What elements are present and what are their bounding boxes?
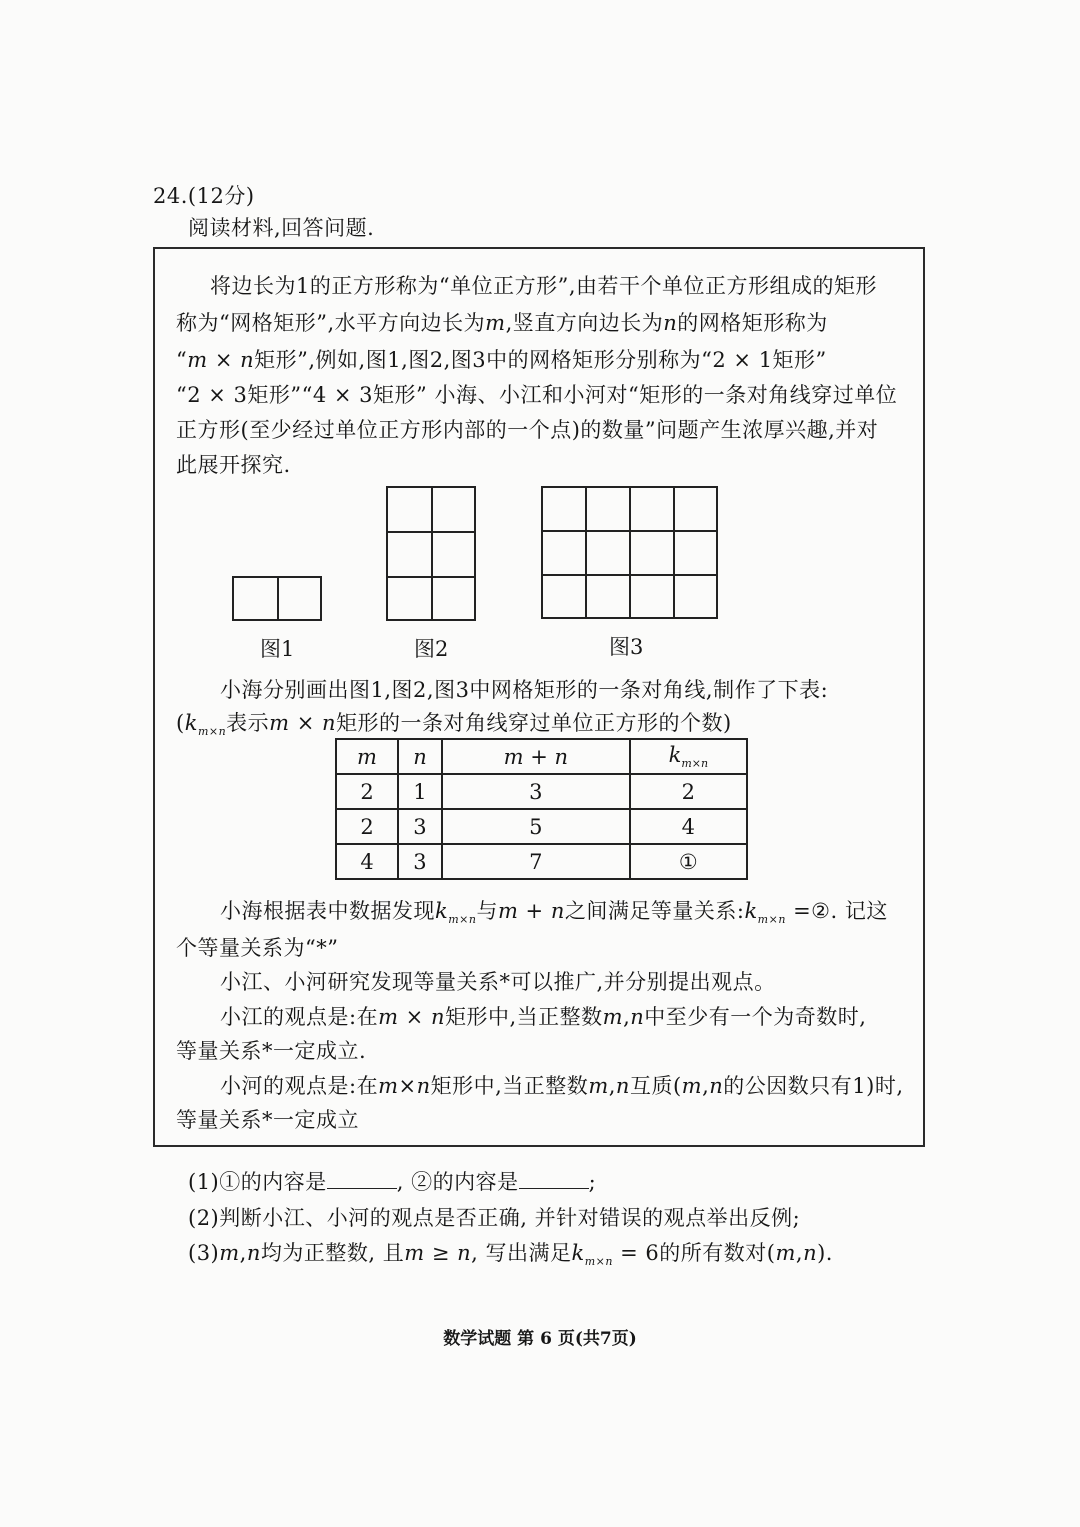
material-line-6: 此展开探究. — [176, 453, 291, 477]
table-cell: 2 — [336, 809, 398, 844]
page-footer: 数学试题 第 6 页(共7页) — [443, 1329, 637, 1349]
table-row — [336, 809, 747, 844]
jiang-view-line-1: 小江的观点是:在m × n矩形中,当正整数m,n中至少有一个为奇数时, — [220, 1005, 867, 1029]
table-header-m-plus-n: m + n — [442, 739, 630, 774]
answer-blank-1[interactable] — [327, 1170, 397, 1189]
he-view-line-2: 等量关系*一定成立 — [176, 1108, 359, 1132]
table-cell: 3 — [398, 809, 442, 844]
question-instruction: 阅读材料,回答问题. — [188, 216, 375, 240]
material-line-2: 称为“网格矩形”,水平方向边长为m,竖直方向边长为n的网格矩形称为 — [176, 311, 828, 335]
question-number: 24. — [153, 184, 188, 208]
table-intro-line-1: 小海分别画出图1,图2,图3中网格矩形的一条对角线,制作了下表: — [220, 678, 829, 702]
table-row — [336, 774, 747, 809]
figure-2-caption: 图2 — [414, 637, 449, 661]
table-cell: 4 — [336, 844, 398, 879]
table-header-n: n — [398, 739, 442, 774]
material-line-1: 将边长为1的正方形称为“单位正方形”,由若干个单位正方形组成的矩形 — [210, 274, 878, 298]
table-cell: 2 — [630, 774, 747, 809]
he-view-line-1: 小河的观点是:在m×n矩形中,当正整数m,n互质(m,n的公因数只有1)时, — [220, 1074, 904, 1098]
figure-3-caption: 图3 — [609, 635, 644, 659]
table-cell: 5 — [442, 809, 630, 844]
table-cell: ① — [630, 844, 747, 879]
question-header — [153, 180, 255, 210]
table-header-k: $k_{m\times n}$ — [630, 739, 747, 774]
table-cell: 3 — [398, 844, 442, 879]
figure-2-grid — [386, 486, 476, 621]
table-header-row — [336, 739, 747, 774]
finding-line-2: 个等量关系为“*” — [176, 936, 339, 960]
material-line-3: “m × n矩形”,例如,图1,图2,图3中的网格矩形分别称为“2 × 1矩形” — [176, 348, 827, 372]
material-line-5: 正方形(至少经过单位正方形内部的一个点)的数量”问题产生浓厚兴趣,并对 — [176, 418, 879, 442]
table-cell: 3 — [442, 774, 630, 809]
data-table — [335, 738, 748, 880]
table-cell: 2 — [336, 774, 398, 809]
figure-1-grid — [232, 576, 322, 621]
answer-blank-2[interactable] — [519, 1170, 589, 1189]
table-header-m: m — [336, 739, 398, 774]
promote-line: 小江、小河研究发现等量关系*可以推广,并分别提出观点。 — [220, 970, 776, 994]
finding-line-1: 小海根据表中数据发现$k_{m\times n}$与m + n之间满足等量关系$:k_{m\times n}$ =②. 记这 — [220, 899, 888, 927]
table-cell: 7 — [442, 844, 630, 879]
question-points: (12分) — [187, 184, 255, 208]
subquestion-3: (3)m,n均为正整数, 且m ≥ n, 写出满足$k_{m\times n} = 6$的所有数对(m,n). — [188, 1241, 833, 1269]
figure-1-caption: 图1 — [260, 637, 295, 661]
jiang-view-line-2: 等量关系*一定成立. — [176, 1039, 367, 1063]
figure-3-grid — [541, 486, 718, 619]
table-intro-line-2: ($k_{m\times n}$表示m × n矩形的一条对角线穿过单位正方形的个数) — [176, 711, 732, 739]
subquestion-1: (1)①的内容是 , ②的内容是 ; — [188, 1170, 597, 1194]
material-line-4: “2 × 3矩形”“4 × 3矩形” 小海、小江和小河对“矩形的一条对角线穿过单位 — [176, 383, 898, 407]
table-cell: 1 — [398, 774, 442, 809]
table-cell: 4 — [630, 809, 747, 844]
table-row — [336, 844, 747, 879]
subquestion-2: (2)判断小江、小河的观点是否正确, 并针对错误的观点举出反例; — [188, 1206, 801, 1230]
